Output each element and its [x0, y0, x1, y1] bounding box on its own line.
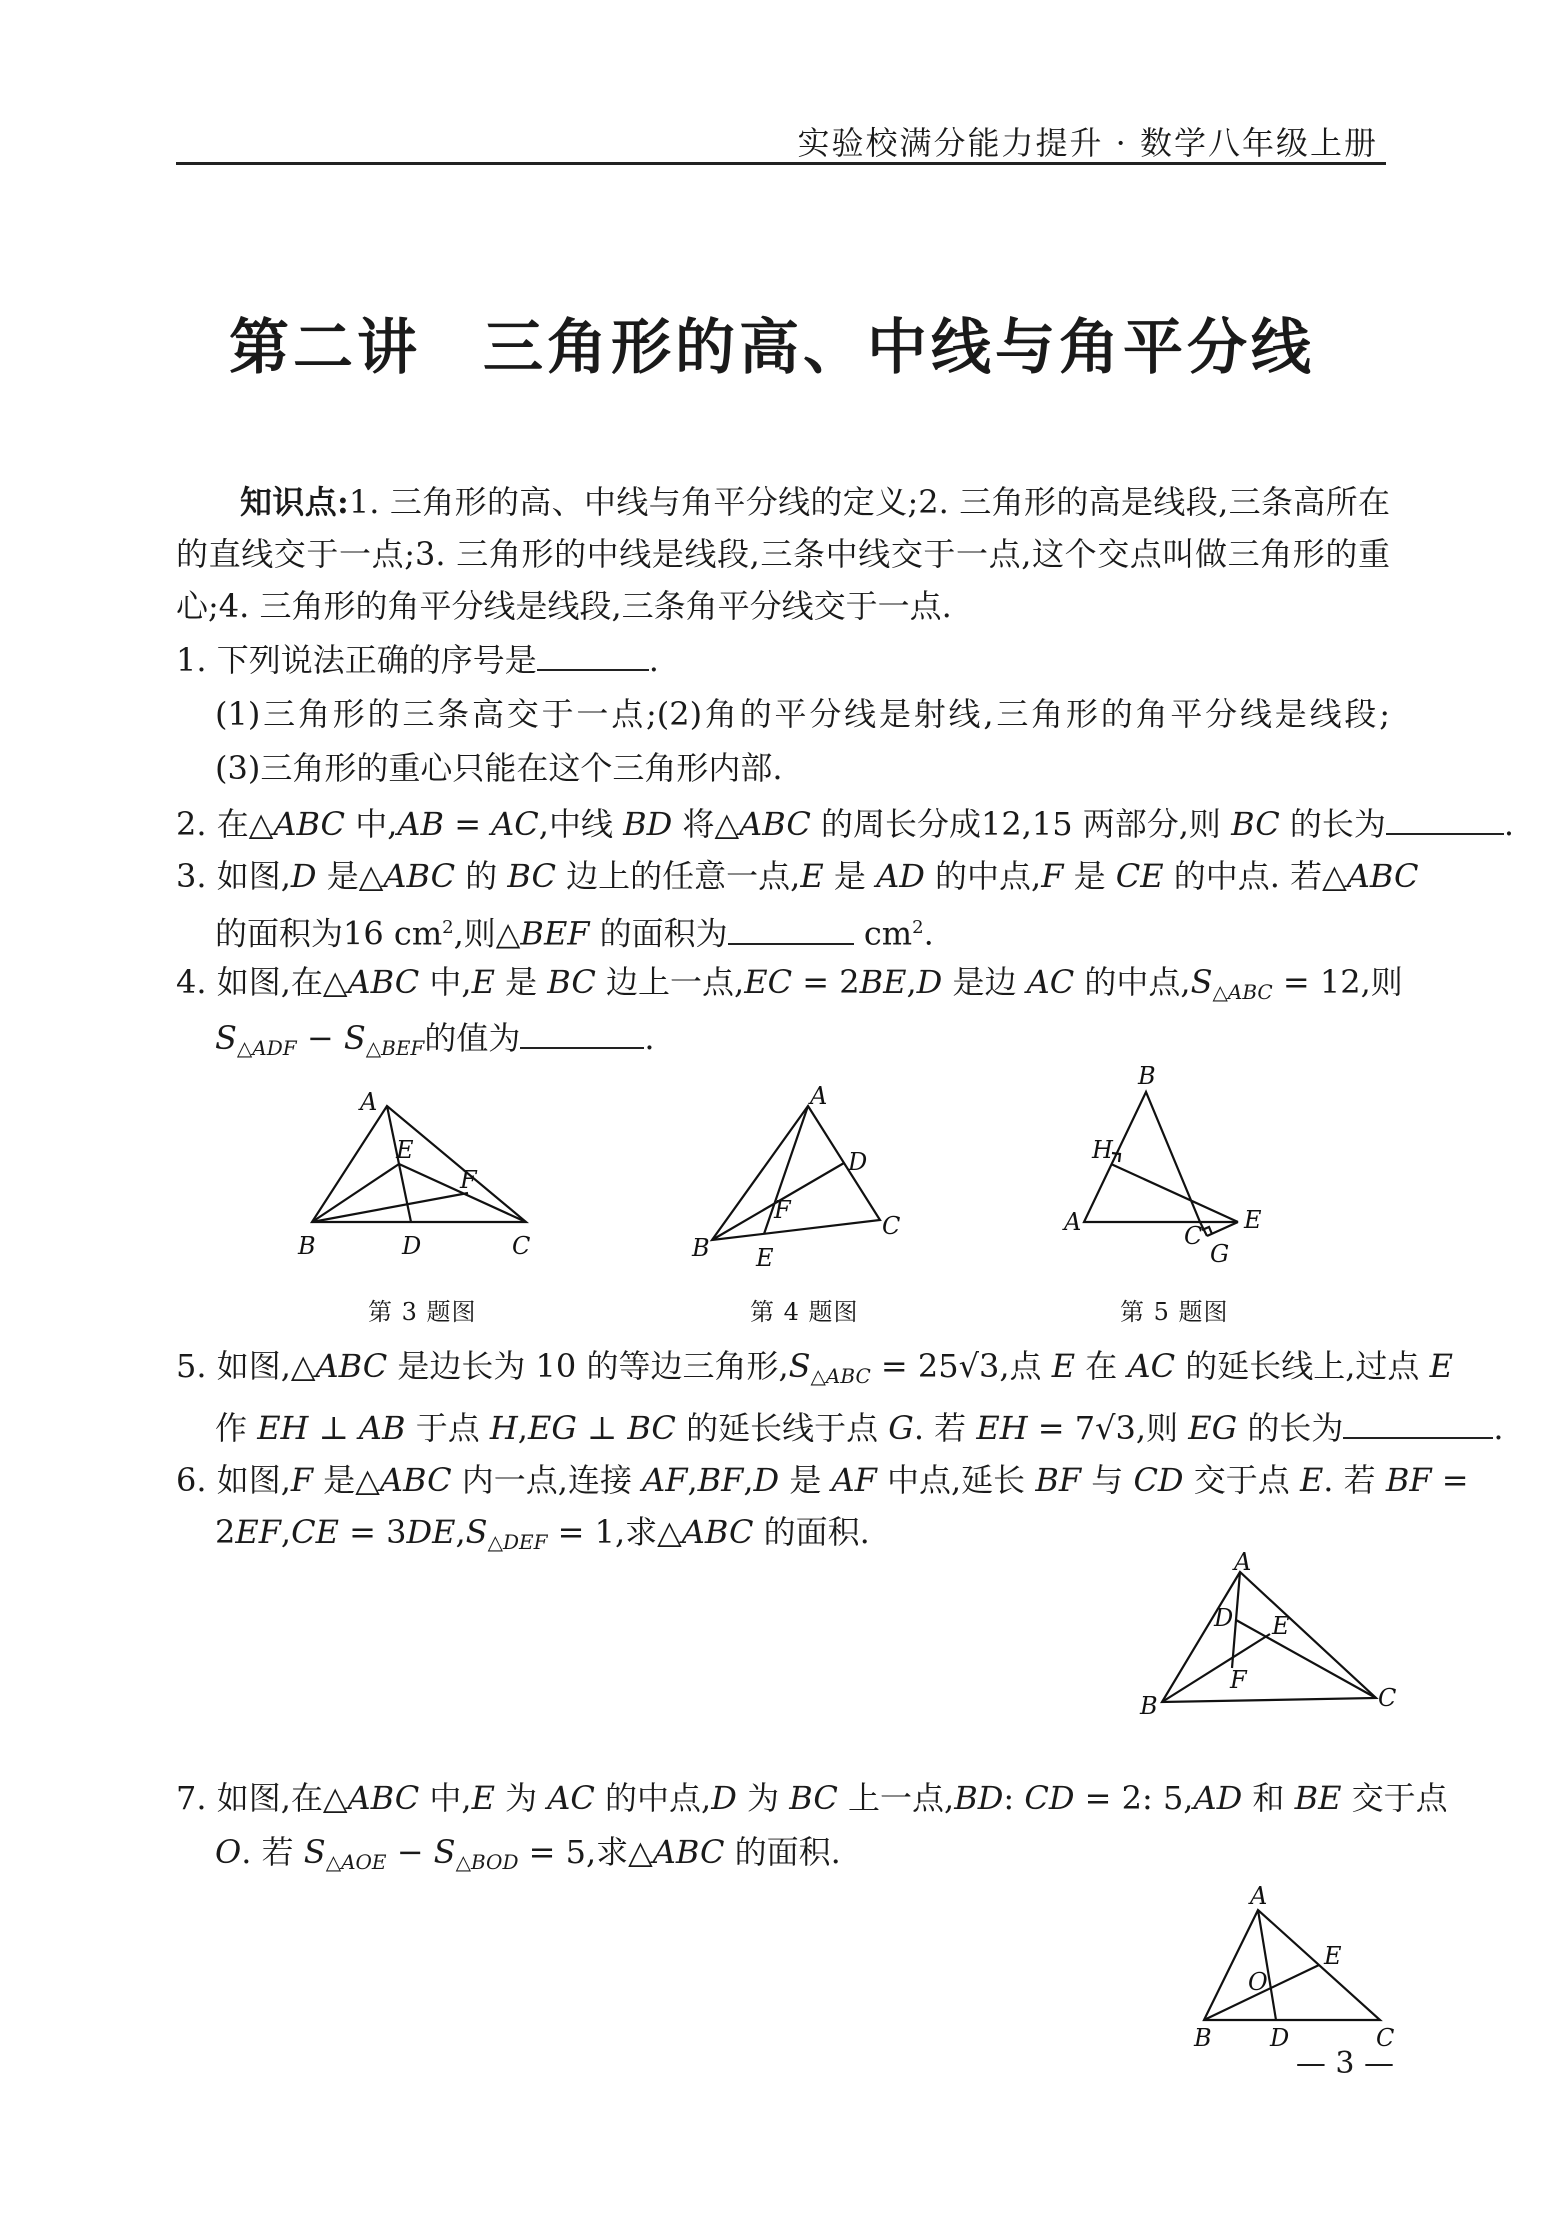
segment-be — [1162, 1634, 1270, 1702]
lecture-topic: 三角形的高、中线与角平分线 — [483, 313, 1315, 383]
answer-blank[interactable] — [1386, 803, 1504, 835]
answer-blank[interactable] — [520, 1017, 644, 1049]
label-e: E — [1244, 1206, 1262, 1234]
label-g: G — [1210, 1240, 1230, 1268]
label-b: B — [692, 1234, 710, 1262]
triangle-abc — [312, 1106, 526, 1222]
label-e: E — [756, 1244, 774, 1272]
label-c: C — [1378, 1684, 1397, 1712]
label-a: A — [1064, 1208, 1082, 1236]
label-b: B — [1194, 2024, 1212, 2052]
question-1-stem: 1. 下列说法正确的序号是 . — [176, 641, 659, 679]
question-4-line-2: $S_{\triangle ADF} - S_{\triangle BEF}$的值为 . — [215, 1019, 655, 1060]
figure-5-diagram — [1050, 1058, 1290, 1278]
label-c: C — [512, 1232, 531, 1260]
answer-blank[interactable] — [537, 639, 649, 671]
knowledge-line-2: 的直线交于一点;3. 三角形的中线是线段,三条中线交于一点,这个交点叫做三角形的重 — [176, 535, 1390, 573]
label-a: A — [1250, 1882, 1268, 1910]
question-6-line-1: 6. 如图,F 是△ABC 内一点,连接 AF,BF,D 是 AF 中点,延长 BF 与 CD 交于点 E. 若 BF = — [176, 1461, 1469, 1499]
label-c: C — [1376, 2024, 1395, 2052]
figure-3-caption: 第 3 题图 — [368, 1298, 477, 1326]
page-number: — 3 — — [1295, 2046, 1394, 2081]
label-e: E — [1272, 1612, 1290, 1640]
question-7-line-1: 7. 如图,在△ABC 中,E 为 AC 的中点,D 为 BC 上一点,BD: CD = 2: 5,AD 和 BE 交于点 — [176, 1779, 1448, 1817]
figure-6-diagram — [1120, 1550, 1400, 1730]
label-b: B — [1140, 1692, 1158, 1720]
figure-4-caption: 第 4 题图 — [750, 1298, 859, 1326]
question-3-line-2: 的面积为16 $cm^2$,则△BEF 的面积为 $cm^2$. — [215, 914, 934, 953]
lecture-title — [0, 300, 1544, 386]
label-o: O — [1248, 1968, 1268, 1996]
label-a: A — [810, 1082, 828, 1110]
label-f: F — [774, 1196, 791, 1224]
figure-3-diagram — [290, 1090, 560, 1270]
question-4-line-1: 4. 如图,在△ABC 中,E 是 BC 边上一点,EC = 2BE,D 是边 AC 的中点$,S_{\triangle ABC} = 12$,则 — [176, 963, 1403, 1004]
label-e: E — [396, 1136, 414, 1164]
question-6-line-2: $2EF,CE = 3DE,S_{\triangle DEF} = 1$,求△ABC 的面积. — [215, 1513, 870, 1554]
label-d: D — [1214, 1604, 1234, 1632]
knowledge-label: 知识点: — [240, 483, 349, 521]
question-1-option-line-2: (3)三角形的重心只能在这个三角形内部. — [215, 749, 783, 787]
figure-5-caption: 第 5 题图 — [1120, 1298, 1229, 1326]
segment-ad — [1258, 1910, 1276, 2020]
label-d: D — [402, 1232, 422, 1260]
knowledge-line-1: 知识点:1. 三角形的高、中线与角平分线的定义;2. 三角形的高是线段,三条高所在 — [240, 483, 1390, 521]
label-c: C — [882, 1212, 901, 1240]
label-d: D — [848, 1148, 868, 1176]
lecture-number: 第二讲 — [229, 313, 421, 383]
label-e: E — [1324, 1942, 1342, 1970]
label-c: C — [1184, 1222, 1203, 1250]
answer-blank[interactable] — [728, 913, 854, 945]
question-3-line-1: 3. 如图,D 是△ABC 的 BC 边上的任意一点,E 是 AD 的中点,F 是 CE 的中点. 若△ABC — [176, 857, 1419, 895]
label-f: F — [460, 1166, 477, 1194]
label-a: A — [1234, 1550, 1252, 1576]
triangle-abc — [1204, 1910, 1380, 2020]
question-5-line-1: 5. 如图,△ABC 是边长为 10 的等边三角形$,S_{\triangle ABC} = 25√3$,点 E 在 AC 的延长线上,过点 E — [176, 1347, 1453, 1388]
label-b: B — [298, 1232, 316, 1260]
question-1-option-line-1: (1)三角形的三条高交于一点;(2)角的平分线是射线,三角形的角平分线是线段; — [215, 695, 1390, 733]
label-a: A — [360, 1090, 378, 1116]
answer-blank[interactable] — [1343, 1407, 1493, 1439]
header-rule — [176, 162, 1386, 165]
figure-4-diagram — [680, 1080, 910, 1275]
running-header: 实验校满分能力提升 · 数学八年级上册 — [797, 124, 1378, 162]
label-f: F — [1230, 1666, 1247, 1694]
question-5-line-2: 作 EH ⊥ AB 于点 H,EG ⊥ BC 的延长线于点 G. 若 EH = 7√3,则 EG 的长为 . — [215, 1409, 1504, 1447]
label-d: D — [1270, 2024, 1290, 2052]
figure-7-diagram — [1180, 1880, 1410, 2060]
label-b: B — [1138, 1062, 1156, 1090]
question-7-line-2: O. 若 $S_{\triangle AOE} - S_{\triangle BOD} = 5$,求△ABC 的面积. — [215, 1833, 841, 1874]
question-2: 2. 在△ABC 中,AB = AC,中线 BD 将△ABC 的周长分成12,15 两部分,则 BC 的长为 . — [176, 805, 1515, 843]
label-h: H — [1092, 1136, 1113, 1164]
segment-he — [1111, 1164, 1238, 1222]
knowledge-line-3: 心;4. 三角形的角平分线是线段,三条角平分线交于一点. — [176, 587, 952, 625]
